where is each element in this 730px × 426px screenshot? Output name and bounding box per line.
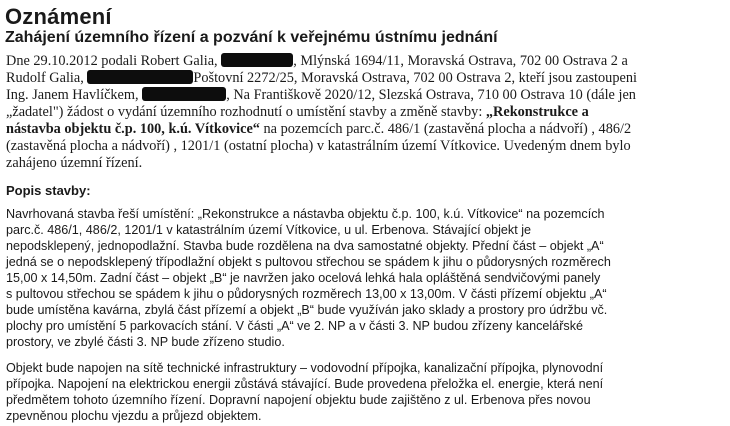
- document-heading: Oznámení: [5, 4, 112, 29]
- redaction-bar: [142, 87, 226, 101]
- intro-line: Dne 29.10.2012 podali Robert Galia, , Mlýnská 1694/11, Moravská Ostrava, 702 00 Ostrava 2 a: [6, 53, 628, 69]
- intro-line: Ing. Janem Havlíčkem, , Na Františkově 2020/12, Slezská Ostrava, 710 00 Ostrava 10 (dále jen: [6, 87, 636, 103]
- redaction-bar: [221, 53, 293, 67]
- description-line: jedná se o nepodsklepený třípodlažní objekt s pultovou střechou se spádem k jihu o půdorysných rozměrech: [6, 255, 611, 269]
- description-line: s pultovou střechou se spádem k jihu o půdorysných rozměrech 13,00 x 13,00m. V části přízemí objektu „A“: [6, 287, 607, 301]
- description-line: bude umístěna kavárna, zbylá část přízemí a objekt „B“ bude využíván jako sklady a prostory pro údržbu vč.: [6, 303, 608, 317]
- intro-line: Rudolf Galia, Poštovní 2272/25, Moravská Ostrava, 702 00 Ostrava 2, kteří jsou zastoupeni: [6, 70, 637, 86]
- document-subheading: Zahájení územního řízení a pozvání k veřejnému ústnímu jednání: [5, 29, 498, 46]
- description-line: Navrhovaná stavba řeší umístění: „Rekonstrukce a nástavba objektu č.p. 100, k.ú. Vítkovice“ na pozemcích: [6, 207, 605, 221]
- description-line: 15,00 x 14,50m. Zadní část – objekt „B“ je navržen jako ocelová lehká hala opláštěná sendvičovými panely: [6, 271, 601, 285]
- description-line: plochy pro umístění 5 parkovacích stání. V části „A“ ve 2. NP a v části 3. NP budou zřízeny kancelářské: [6, 319, 584, 333]
- intro-line: „žadatel") žádost o vydání územního rozhodnutí o umístění stavby a změně stavby: „Rekonstrukce a: [6, 104, 589, 120]
- description-line: prostory, ve zbylé části 3. NP bude zřízeno studio.: [6, 335, 285, 349]
- infrastructure-line: Objekt bude napojen na sítě technické infrastruktury – vodovodní přípojka, kanalizační přípojka, plynovodní: [6, 361, 604, 375]
- infrastructure-line: zpevněnou plochu vjezdu a průjezd objektem.: [6, 409, 262, 423]
- section-title: Popis stavby:: [6, 183, 91, 198]
- infrastructure-line: přípojka. Napojení na elektrickou energii zůstává stávající. Bude provedena přeložka el. energie, která není: [6, 377, 604, 391]
- description-line: parc.č. 486/1, 486/2, 1201/1 v katastrálním území Vítkovice, u ul. Erbenova. Stávající objekt je: [6, 223, 532, 237]
- infrastructure-line: předmětem tohoto územního řízení. Dopravní napojení objektu bude zajištěno z ul. Erbenova přes novou: [6, 393, 591, 407]
- intro-line: (zastavěná plocha a nádvoří) , 1201/1 (ostatní plocha) v katastrálním území Vítkovice. Uvedeným dnem bylo: [6, 138, 631, 154]
- redaction-bar: [87, 70, 193, 84]
- intro-line: zahájeno územní řízení.: [6, 155, 143, 171]
- intro-line: nástavba objektu č.p. 100, k.ú. Vítkovice“ na pozemcích parc.č. 486/1 (zastavěná plocha a nádvoří) , 486/2: [6, 121, 632, 137]
- description-line: nepodsklepený, jednopodlažní. Stavba bude rozdělena na dva samostatné objekty. Přední část – objekt „A“: [6, 239, 604, 253]
